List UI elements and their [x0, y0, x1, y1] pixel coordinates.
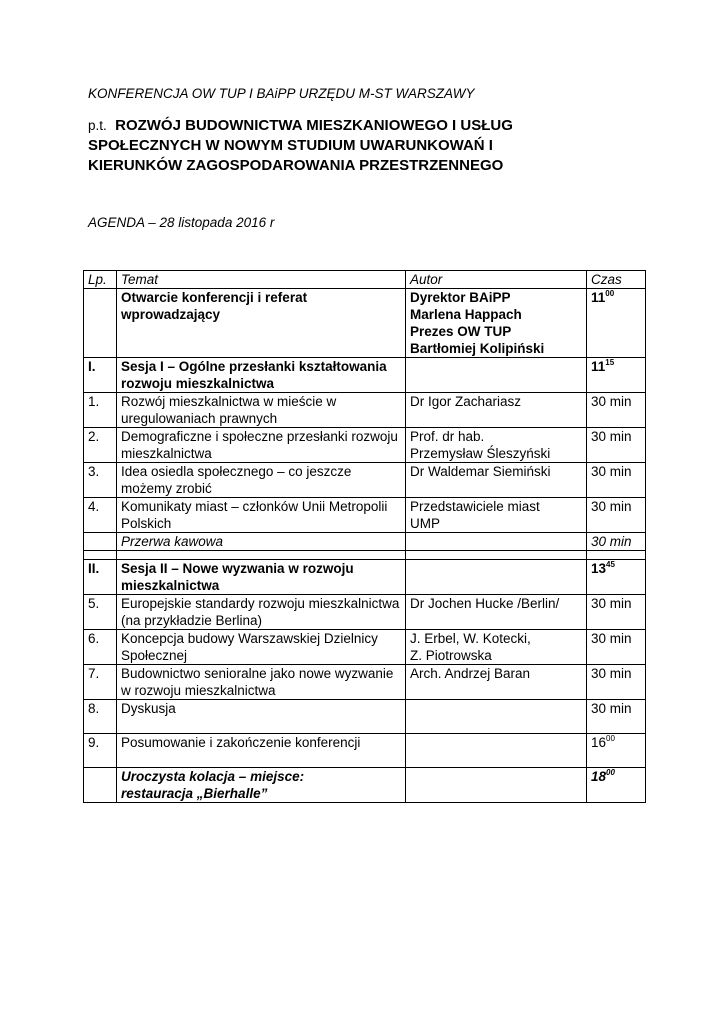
cell-spacer	[84, 551, 117, 560]
document-title	[88, 116, 648, 176]
cell-temat: Idea osiedla społecznego – co jeszcze możemy zrobić	[117, 463, 406, 498]
author-line: Dyrektor BAiPP	[410, 290, 511, 305]
cell-czas	[587, 560, 646, 595]
cell-temat: Koncepcja budowy Warszawskiej Dzielnicy Społecznej	[117, 630, 406, 665]
cell-czas: 30 min	[587, 498, 646, 533]
table-row	[84, 393, 646, 428]
author-line: J. Erbel, W. Kotecki,	[410, 631, 531, 646]
cell-temat: Demograficzne i społeczne przesłanki rozwoju mieszkalnictwa	[117, 428, 406, 463]
cell-autor	[406, 768, 587, 803]
cell-spacer	[406, 551, 587, 560]
time-hour: 11	[591, 290, 606, 305]
cell-czas: 30 min	[587, 595, 646, 630]
title-line-2: SPOŁECZNYCH W NOWYM STUDIUM UWARUNKOWAŃ I	[88, 137, 493, 154]
cell-spacer	[117, 551, 406, 560]
author-line: Marlena Happach	[410, 307, 522, 322]
cell-temat: Rozwój mieszkalnictwa w mieście w uregulowaniach prawnych	[117, 393, 406, 428]
cell-spacer	[587, 551, 646, 560]
header-autor: Autor	[406, 271, 587, 289]
cell-autor	[406, 289, 587, 358]
cell-lp	[84, 768, 117, 803]
time-minute: 00	[605, 289, 615, 298]
cell-czas: 30 min	[587, 463, 646, 498]
cell-temat: Sesja II – Nowe wyzwania w rozwoju mieszkalnictwa	[117, 560, 406, 595]
table-row-session-1	[84, 358, 646, 393]
time-hour: 11	[591, 359, 606, 374]
cell-czas: 30 min	[587, 665, 646, 700]
table-row-break	[84, 533, 646, 551]
agenda-date: AGENDA – 28 listopada 2016 r	[88, 215, 275, 230]
cell-lp	[84, 533, 117, 551]
title-prefix: p.t.	[88, 118, 107, 133]
cell-autor	[406, 428, 587, 463]
cell-temat: Komunikaty miast – członków Unii Metropolii Polskich	[117, 498, 406, 533]
author-line: Prof. dr hab.	[410, 429, 485, 444]
cell-autor	[406, 560, 587, 595]
header-czas: Czas	[587, 271, 646, 289]
cell-autor	[406, 358, 587, 393]
cell-autor	[406, 630, 587, 665]
author-line: UMP	[410, 516, 440, 531]
cell-lp: 9.	[84, 734, 117, 768]
time-minute: 45	[606, 560, 615, 569]
cell-temat: Europejskie standardy rozwoju mieszkalnictwa (na przykładzie Berlina)	[117, 595, 406, 630]
table-row	[84, 700, 646, 734]
author-line: Przedstawiciele miast	[410, 499, 540, 514]
cell-lp: 3.	[84, 463, 117, 498]
cell-czas	[587, 289, 646, 358]
table-row	[84, 630, 646, 665]
cell-temat: Posumowanie i zakończenie konferencji	[117, 734, 406, 768]
author-line: Prezes OW TUP	[410, 324, 512, 339]
cell-temat: Przerwa kawowa	[117, 533, 406, 551]
header-temat: Temat	[117, 271, 406, 289]
cell-lp: 8.	[84, 700, 117, 734]
time-minute: 00	[606, 734, 615, 743]
table-header-row	[84, 271, 646, 289]
dinner-line: Uroczysta kolacja – miejsce:	[121, 769, 305, 784]
cell-autor: Dr Jochen Hucke /Berlin/	[406, 595, 587, 630]
cell-autor	[406, 498, 587, 533]
table-row	[84, 428, 646, 463]
agenda-table	[83, 270, 646, 803]
author-line: Przemysław Śleszyński	[410, 446, 551, 461]
cell-temat: Budownictwo senioralne jako nowe wyzwanie w rozwoju mieszkalnictwa	[117, 665, 406, 700]
cell-lp: 6.	[84, 630, 117, 665]
table-row	[84, 463, 646, 498]
time-hour: 13	[591, 561, 607, 576]
dinner-line: restauracja „Bierhalle”	[121, 786, 268, 801]
table-row	[84, 498, 646, 533]
cell-lp: II.	[84, 560, 117, 595]
title-line-3: KIERUNKÓW ZAGOSPODAROWANIA PRZESTRZENNEGO	[88, 157, 504, 174]
cell-lp: 1.	[84, 393, 117, 428]
cell-czas: 30 min	[587, 630, 646, 665]
cell-czas: 30 min	[587, 533, 646, 551]
cell-lp: 4.	[84, 498, 117, 533]
cell-autor: Dr Waldemar Siemiński	[406, 463, 587, 498]
cell-temat: Dyskusja	[117, 700, 406, 734]
table-row-opening	[84, 289, 646, 358]
cell-czas: 30 min	[587, 393, 646, 428]
cell-autor	[406, 700, 587, 734]
header-lp: Lp.	[84, 271, 117, 289]
cell-czas	[587, 734, 646, 768]
cell-temat: Sesja I – Ogólne przesłanki kształtowania rozwoju mieszkalnictwa	[117, 358, 406, 393]
table-row-dinner	[84, 768, 646, 803]
cell-czas: 30 min	[587, 700, 646, 734]
cell-temat: Otwarcie konferencji i referat wprowadzający	[117, 289, 406, 358]
table-row-spacer	[84, 551, 646, 560]
cell-lp: 7.	[84, 665, 117, 700]
conference-organizer: KONFERENCJA OW TUP I BAiPP URZĘDU M-ST WARSZAWY	[88, 86, 475, 101]
author-line: Bartłomiej Kolipiński	[410, 341, 545, 356]
time-hour: 18	[591, 769, 607, 784]
title-line-1: ROZWÓJ BUDOWNICTWA MIESZKANIOWEGO I USŁUG	[115, 117, 513, 134]
time-minute: 15	[605, 358, 615, 367]
table-row	[84, 665, 646, 700]
author-line: Z. Piotrowska	[410, 648, 492, 663]
cell-autor	[406, 734, 587, 768]
table-row-session-2	[84, 560, 646, 595]
cell-lp: I.	[84, 358, 117, 393]
cell-czas	[587, 768, 646, 803]
table-row	[84, 734, 646, 768]
cell-lp	[84, 289, 117, 358]
time-minute: 00	[606, 768, 615, 777]
time-hour: 16	[591, 735, 607, 750]
cell-autor: Dr Igor Zachariasz	[406, 393, 587, 428]
cell-autor: Arch. Andrzej Baran	[406, 665, 587, 700]
cell-autor	[406, 533, 587, 551]
cell-czas	[587, 358, 646, 393]
table-row	[84, 595, 646, 630]
cell-lp: 2.	[84, 428, 117, 463]
cell-lp: 5.	[84, 595, 117, 630]
cell-czas: 30 min	[587, 428, 646, 463]
cell-temat	[117, 768, 406, 803]
